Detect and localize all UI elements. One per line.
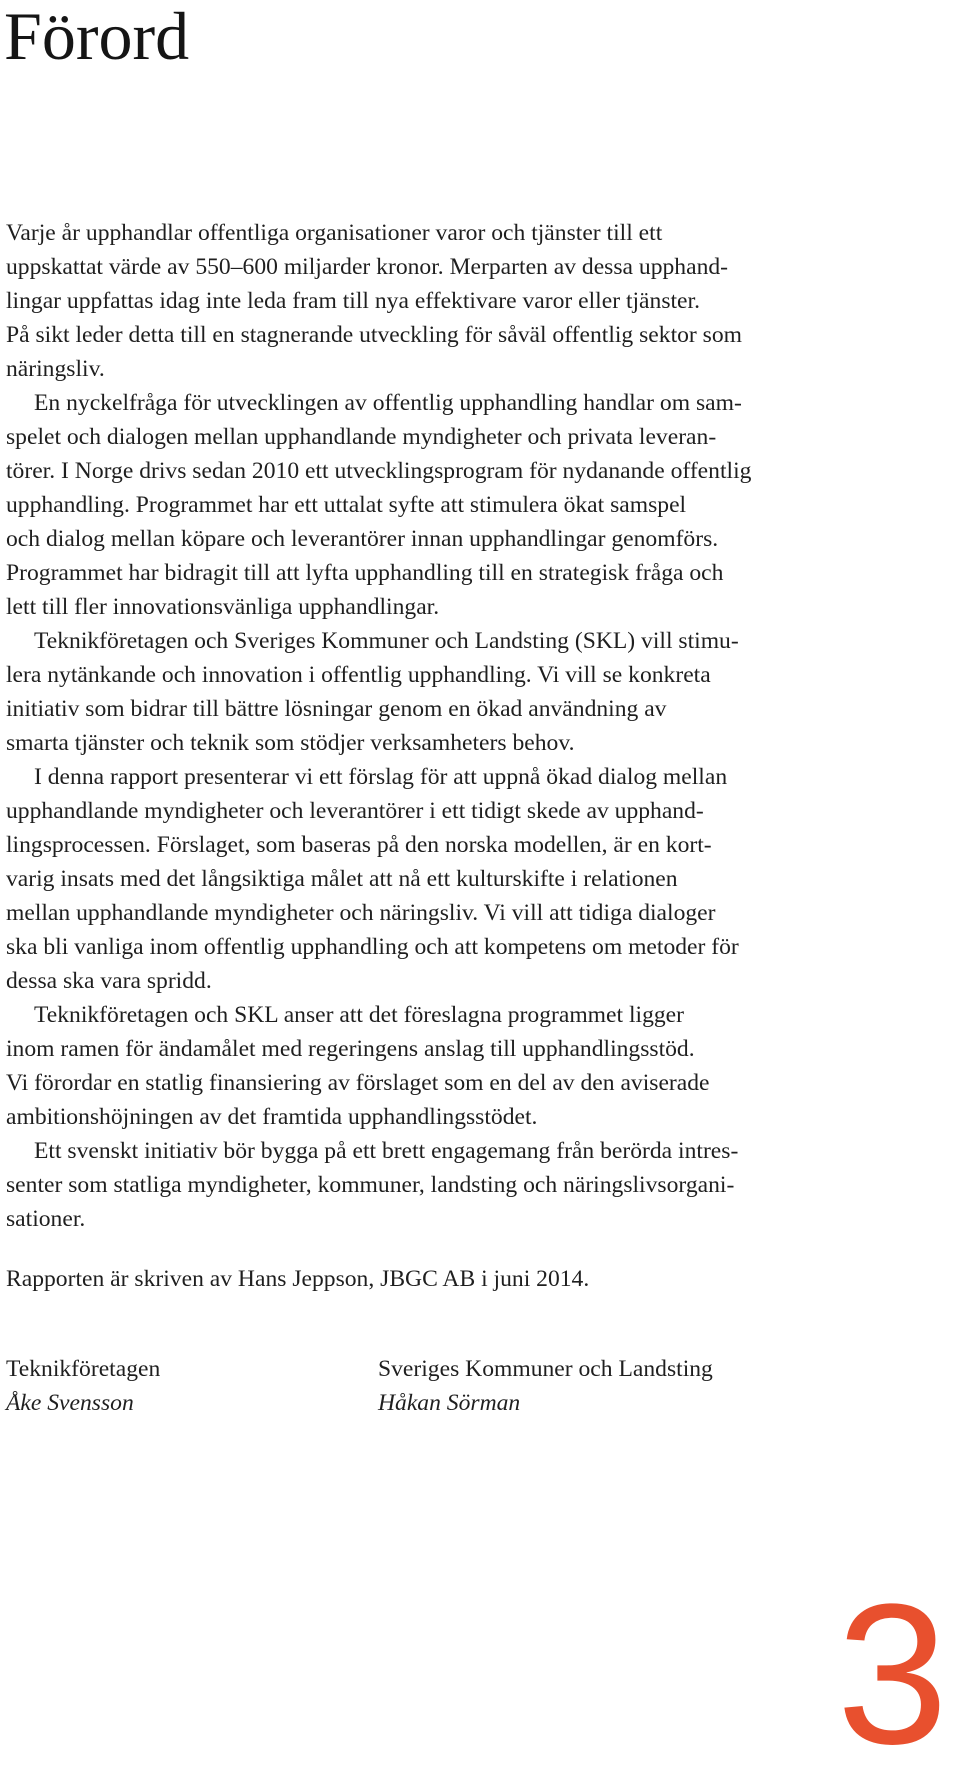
signature-organization: Teknikföretagen [6, 1356, 161, 1382]
body-text [6, 216, 956, 1236]
signature-skl [378, 1352, 713, 1420]
signature-person: Håkan Sörman [378, 1390, 521, 1416]
paragraph-intro: Varje år upphandlar offentliga organisationer varor och tjänster till ett uppskattat värde av 550–600 miljarder kronor. Merparten av dessa upphand- lingar uppfattas idag inte leda fram till nya effektivare varor eller tjänster. På sikt leder detta till en stagnerande utveckling för såväl offentlig sektor som näringsliv. [6, 220, 743, 382]
paragraph-engagement: Ett svenskt initiativ bör bygga på ett brett engagemang från berörda intres- senter som statliga myndigheter, kommuner, landsting och näringslivsorgani- sationer. [6, 1138, 739, 1232]
page-number: 3 [836, 1563, 948, 1786]
paragraph-report-proposal: I denna rapport presenterar vi ett förslag för att uppnå ökad dialog mellan upphandlande myndigheter och leverantörer i ett tidigt skede av upphand- lingsprocessen. Förslaget, som baseras på den norska modellen, är en kort- varig insats med det långsiktiga målet att nå ett kulturskifte i relationen mellan upphandlande myndigheter och näringsliv. Vi vill att tidiga dialoger ska bli vanliga inom offentlig upphandling och att kompetens om metoder för dessa ska vara spridd. [6, 764, 739, 994]
byline: Rapporten är skriven av Hans Jeppson, JBGC AB i juni 2014. [6, 1266, 590, 1292]
signature-organization: Sveriges Kommuner och Landsting [378, 1356, 713, 1382]
signature-teknikforetagen [6, 1352, 160, 1420]
page-title: Förord [4, 0, 190, 74]
paragraph-funding: Teknikföretagen och SKL anser att det föreslagna programmet ligger inom ramen för ändamålet med regeringens anslag till upphandlingsstöd. Vi förordar en statlig finansiering av förslaget som en del av den aviserade ambitionshöjningen av det framtida upphandlingsstödet. [6, 1002, 710, 1130]
paragraph-stimulate-innovation: Teknikföretagen och Sveriges Kommuner och Landsting (SKL) vill stimu- lera nytänkande och innovation i offentlig upphandling. Vi vill se konkreta initiativ som bidrar till bättre lösningar genom en ökad användning av smarta tjänster och teknik som stödjer verksamheters behov. [6, 628, 739, 756]
paragraph-key-question: En nyckelfråga för utvecklingen av offentlig upphandling handlar om sam- spelet och dialogen mellan upphandlande myndigheter och privata leveran- törer. I Norge drivs sedan 2010 ett utvecklingsprogram för nydanande offentlig upphandling. Programmet har ett uttalat syfte att stimulera ökat samspel och dialog mellan köpare och leverantörer innan upphandlingar genomförs. Programmet har bidragit till att lyfta upphandling till en strategisk fråga och lett till fler innovationsvänliga upphandlingar. [6, 390, 752, 620]
signature-person: Åke Svensson [6, 1390, 134, 1416]
